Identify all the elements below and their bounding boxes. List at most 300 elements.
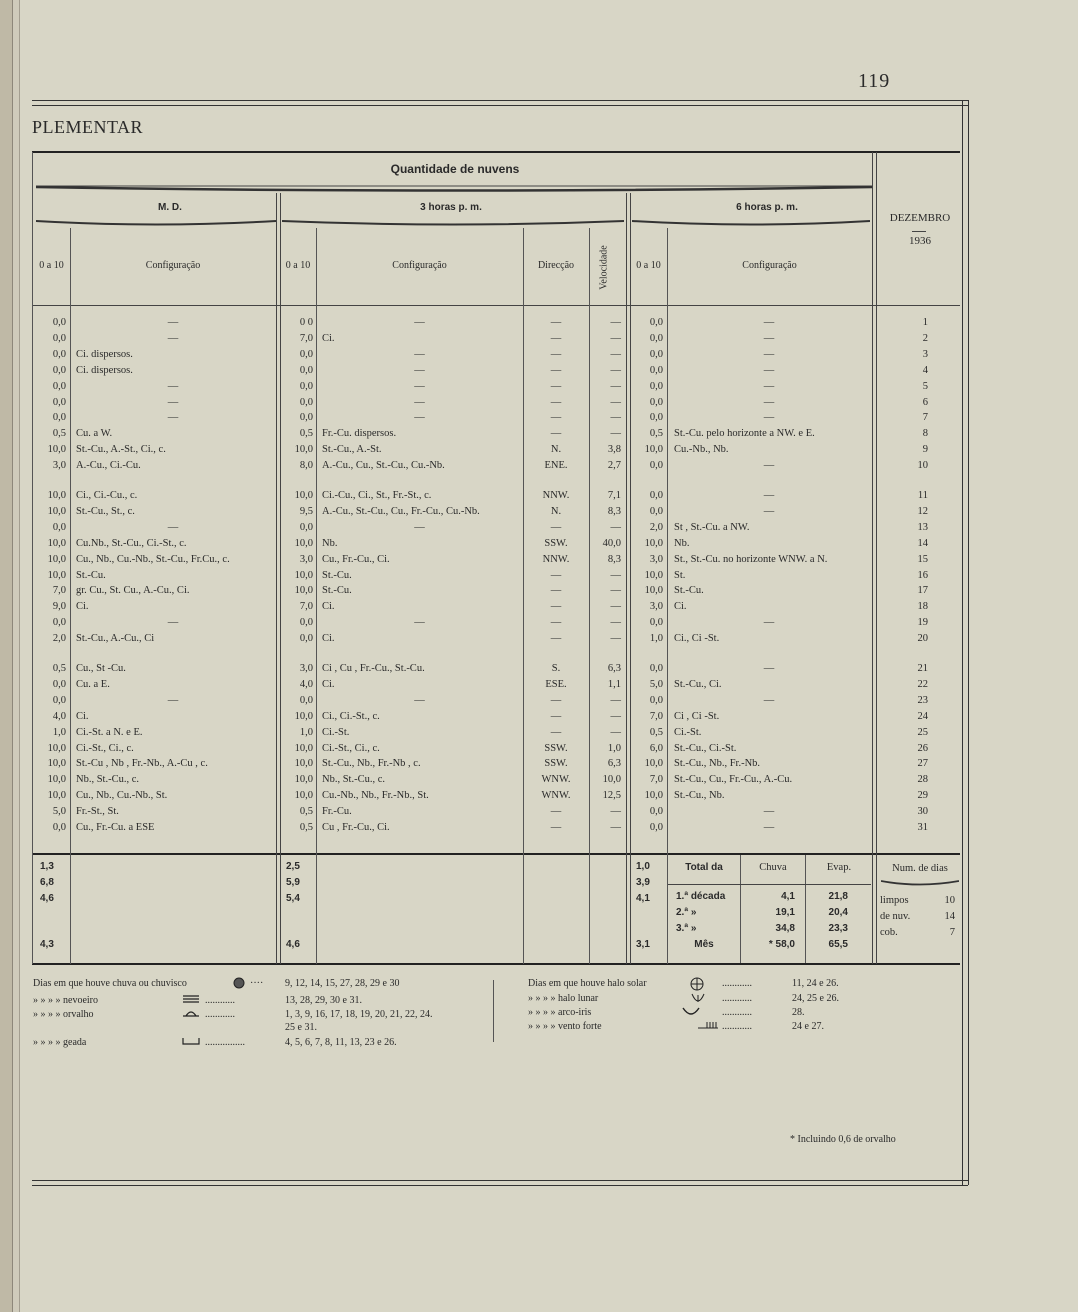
month-label: DEZEMBRO: [889, 212, 951, 224]
month-rule: [912, 231, 926, 232]
rain-symbol-icon: [232, 977, 246, 991]
totals-evap: 23,3: [828, 923, 848, 934]
h6-quantity: 0,0: [649, 490, 663, 501]
h6-configuration: —: [763, 380, 775, 392]
h6-quantity: 5,0: [649, 678, 663, 690]
wind-velocity: —: [610, 585, 621, 597]
md-quantity: 1,0: [52, 726, 66, 738]
h3-quantity: 10,0: [294, 537, 313, 549]
h3-configuration: —: [414, 617, 425, 629]
day-number: 24: [917, 710, 928, 722]
md-quantity: 3,0: [52, 460, 66, 472]
wind-velocity: —: [610, 633, 621, 645]
page-number: 119: [858, 70, 891, 92]
h6-configuration: —: [763, 663, 775, 674]
h6-configuration: Nb.: [674, 537, 690, 549]
day-number: 23: [917, 694, 928, 706]
footnote-label: » » » » arco-iris: [528, 1007, 592, 1018]
h3-configuration: —: [414, 412, 425, 424]
wind-direction: —: [550, 822, 562, 833]
h6-quantity: 7,0: [649, 774, 663, 786]
h3-configuration: St.-Cu.: [322, 585, 352, 597]
md-configuration: Ci., Ci.-Cu., c.: [76, 490, 138, 501]
h6-quantity: 0,0: [649, 663, 663, 674]
h3-configuration: Ci.: [322, 633, 335, 645]
wind-velocity: —: [610, 428, 621, 440]
h3-configuration: St.-Cu., A.-St.: [322, 444, 382, 456]
day-number: 27: [917, 758, 928, 770]
wind-direction: —: [550, 396, 562, 408]
direction-label: Direcção: [537, 260, 575, 271]
md-configuration: St.-Cu., A.-Cu., Ci: [76, 633, 155, 645]
h6-summary-value: 3,9: [636, 877, 650, 888]
h6-configuration: St , St.-Cu. a NW.: [674, 521, 750, 533]
scale-label: 0 a 10: [636, 260, 661, 271]
md-quantity: 0,0: [52, 617, 66, 629]
h3-quantity: 10,0: [294, 490, 313, 501]
totals-chuva: 19,1: [775, 907, 795, 918]
config-label: Configuração: [392, 260, 447, 271]
footnote-dots: ............: [722, 978, 752, 989]
h3-configuration: Fr.-Cu.: [322, 806, 352, 818]
frame-bottom-rule: [32, 1180, 968, 1186]
config-label: Configuração: [742, 260, 797, 271]
h3-quantity: 7,0: [299, 601, 313, 613]
wind-velocity: —: [610, 710, 621, 722]
wind-velocity: —: [610, 521, 621, 533]
h6-configuration: —: [763, 460, 775, 472]
md-configuration: Ci.: [76, 710, 89, 722]
wind-velocity: 1,1: [607, 678, 621, 690]
h3-quantity: 0,5: [299, 806, 313, 818]
md-quantity: 5,0: [52, 806, 66, 818]
rainbow-icon: [682, 1006, 700, 1020]
lunar-halo-icon: [690, 992, 706, 1006]
year-label: 1936: [909, 235, 931, 247]
wind-direction: —: [550, 412, 562, 424]
num-dias-value: 14: [944, 911, 955, 922]
h3-configuration: Cu., Fr.-Cu., Ci.: [322, 553, 390, 565]
md-quantity: 10,0: [47, 490, 66, 501]
scale-label: 0 a 10: [285, 260, 311, 271]
md-quantity: 2,0: [52, 633, 66, 645]
day-number: 17: [917, 585, 928, 597]
footnote-dots: ............: [205, 1009, 235, 1020]
md-quantity: 10,0: [47, 444, 66, 456]
footnote-value: 4, 5, 6, 7, 8, 11, 13, 23 e 26.: [285, 1037, 397, 1048]
footnote-dots: ............: [205, 995, 235, 1006]
config-label: Configuração: [145, 260, 201, 271]
h6-configuration: —: [763, 617, 775, 629]
col-divider: [872, 152, 877, 964]
num-dias-swash: [881, 878, 959, 888]
md-quantity: 10,0: [47, 505, 66, 517]
md-configuration: —: [167, 380, 179, 392]
h6-quantity: 1,0: [649, 633, 663, 645]
wind-direction: WNW.: [541, 774, 571, 786]
md-quantity: 0,0: [52, 694, 66, 706]
h6-quantity: 3,0: [649, 601, 663, 613]
h6-quantity: 10,0: [644, 790, 663, 802]
wind-direction: —: [550, 806, 562, 818]
h6-quantity: 0,0: [649, 694, 663, 706]
day-number: 22: [917, 678, 928, 690]
h6-configuration: St., St.-Cu. no horizonte WNW. a N.: [674, 553, 828, 565]
totals-chuva: 34,8: [775, 923, 795, 934]
wind-velocity: 6,3: [607, 758, 621, 770]
md-configuration: gr. Cu., St. Cu., A.-Cu., Ci.: [76, 585, 190, 597]
totals-label: 1.ª década: [676, 891, 726, 902]
h3-configuration: —: [414, 521, 425, 533]
frame-top-rule: [32, 100, 968, 106]
num-dias-label: limpos: [880, 895, 909, 906]
md-quantity: 7,0: [52, 585, 66, 597]
h3-configuration: —: [414, 317, 425, 328]
wind-direction: SSW.: [544, 537, 568, 549]
day-number: 26: [917, 742, 928, 754]
md-configuration: Ci.-St. a N. e E.: [76, 726, 143, 738]
group-6pm: 6 horas p. m.: [736, 202, 798, 213]
h6-configuration: St.-Cu.: [674, 585, 704, 597]
md-configuration: Ci.-St., Ci., c.: [76, 742, 134, 754]
wind-velocity: 8,3: [607, 505, 621, 517]
h3-summary-value: 2,5: [286, 861, 300, 872]
wind-direction: S.: [551, 663, 561, 674]
day-number: 5: [922, 380, 928, 392]
h6-configuration: —: [763, 317, 775, 328]
h3-configuration: —: [414, 694, 425, 706]
fog-symbol-icon: [182, 994, 200, 1008]
group-swash: [282, 218, 624, 228]
wind-velocity: —: [610, 601, 621, 613]
md-quantity: 4,0: [52, 710, 66, 722]
h3-quantity: 0 0: [299, 317, 313, 328]
num-dias-label: de nuv.: [880, 911, 911, 922]
totals-chuva: 4,1: [781, 891, 795, 902]
day-number: 10: [917, 460, 928, 472]
wind-velocity: —: [610, 317, 621, 328]
wind-direction: —: [550, 726, 562, 738]
h6-quantity: 6,0: [649, 742, 663, 754]
h6-quantity: 0,0: [649, 505, 663, 517]
h6-quantity: 10,0: [644, 569, 663, 581]
wind-direction: NNW.: [542, 490, 570, 501]
totals-chuva: * 58,0: [768, 939, 795, 950]
header-swash: [36, 180, 872, 194]
wind-velocity: —: [610, 396, 621, 408]
h3-quantity: 0,0: [299, 633, 313, 645]
day-number: 18: [917, 601, 928, 613]
day-number: 8: [922, 428, 928, 440]
md-quantity: 0,0: [52, 380, 66, 392]
h6-quantity: 7,0: [649, 710, 663, 722]
h6-configuration: —: [763, 332, 775, 344]
h3-configuration: Nb.: [322, 537, 338, 549]
h3-configuration: Cu.-Nb., Nb., Fr.-Nb., St.: [322, 790, 429, 802]
h6-summary-value: 1,0: [636, 861, 650, 872]
day-number: 12: [917, 505, 928, 517]
md-configuration: Ci. dispersos.: [76, 364, 133, 376]
h3-quantity: 0,0: [299, 364, 313, 376]
footnote-label: » » » » halo lunar: [528, 993, 599, 1004]
wind-direction: —: [550, 348, 562, 360]
totals-label: 2.ª »: [676, 907, 697, 918]
footnote-value: 24 e 27.: [792, 1021, 824, 1032]
h3-quantity: 3,0: [299, 663, 313, 674]
md-configuration: St.-Cu., A.-St., Ci., c.: [76, 444, 166, 456]
h3-quantity: 8,0: [299, 460, 313, 472]
page-edge: [13, 0, 20, 1312]
md-summary-value: 1,3: [40, 861, 54, 872]
wind-velocity: 6,3: [607, 663, 621, 674]
h3-configuration: A.-Cu., Cu., St.-Cu., Cu.-Nb.: [322, 460, 445, 472]
day-number: 13: [917, 521, 928, 533]
num-dias-label: cob.: [880, 927, 898, 938]
h3-configuration: Ci.-Cu., Ci., St., Fr.-St., c.: [322, 490, 432, 501]
h6-configuration: St.-Cu., Ci.-St.: [674, 742, 737, 754]
frost-symbol-icon: [182, 1036, 200, 1050]
h3-configuration: A.-Cu., St.-Cu., Cu., Fr.-Cu., Cu.-Nb.: [322, 505, 480, 517]
h6-quantity: 10,0: [644, 585, 663, 597]
md-configuration: Ci. dispersos.: [76, 348, 133, 360]
scale-label: 0 a 10: [39, 260, 64, 271]
h3-quantity: 0,0: [299, 396, 313, 408]
md-configuration: St.-Cu., St., c.: [76, 505, 135, 517]
day-number: 4: [922, 364, 928, 376]
wind-velocity: —: [610, 380, 621, 392]
h3-configuration: St.-Cu., Nb., Fr.-Nb , c.: [322, 758, 421, 770]
h6-configuration: St.-Cu. pelo horizonte a NW. e E.: [674, 428, 815, 440]
h6-quantity: 0,0: [649, 348, 663, 360]
wind-velocity: —: [610, 332, 621, 344]
totals-header-chuva: Chuva: [759, 862, 787, 873]
h3-quantity: 10,0: [294, 758, 313, 770]
md-quantity: 10,0: [47, 553, 66, 565]
md-configuration: Cu., St -Cu.: [76, 663, 126, 674]
h6-configuration: St.-Cu., Ci.: [674, 678, 722, 690]
footnote-value: 24, 25 e 26.: [792, 993, 839, 1004]
h3-configuration: —: [414, 396, 425, 408]
md-quantity: 9,0: [52, 601, 66, 613]
header-bottom-rule: [32, 305, 960, 306]
table-top-rule: [32, 151, 960, 153]
h3-quantity: 3,0: [299, 553, 313, 565]
md-configuration: —: [167, 617, 179, 629]
wind-velocity: —: [610, 806, 621, 818]
footnote-label: Dias em que houve chuva ou chuvisco: [33, 978, 187, 989]
totals-evap: 65,5: [828, 939, 848, 950]
md-quantity: 0,0: [52, 412, 66, 424]
totals-label: Mês: [694, 939, 714, 950]
wind-direction: N.: [550, 444, 562, 456]
wind-direction: NNW.: [542, 553, 570, 565]
h6-quantity: 0,0: [649, 396, 663, 408]
wind-velocity: 3,8: [607, 444, 621, 456]
strong-wind-icon: [697, 1020, 719, 1034]
group-3pm: 3 horas p. m.: [420, 202, 482, 213]
num-dias-header: Num. de dias: [892, 863, 948, 874]
h3-quantity: 10,0: [294, 710, 313, 722]
wind-velocity: —: [610, 364, 621, 376]
h6-quantity: 2,0: [649, 521, 663, 533]
h6-configuration: St.-Cu., Nb.: [674, 790, 725, 802]
h3-quantity: 0,0: [299, 694, 313, 706]
wind-direction: —: [550, 601, 562, 613]
h3-configuration: Ci.: [322, 601, 335, 613]
h3-quantity: 10,0: [294, 444, 313, 456]
wind-direction: —: [550, 585, 562, 597]
h3-quantity: 10,0: [294, 790, 313, 802]
h3-configuration: Fr.-Cu. dispersos.: [322, 428, 397, 440]
md-configuration: —: [167, 332, 179, 344]
day-number: 2: [922, 332, 928, 344]
md-configuration: Nb., St.-Cu., c.: [76, 774, 139, 786]
h6-configuration: St.-Cu., Cu., Fr.-Cu., A.-Cu.: [674, 774, 793, 786]
footnote-label: » » » » nevoeiro: [33, 995, 98, 1006]
h6-quantity: 10,0: [644, 444, 663, 456]
h3-configuration: —: [414, 380, 425, 392]
wind-velocity: —: [610, 412, 621, 424]
h6-quantity: 0,0: [649, 317, 663, 328]
wind-velocity: —: [610, 569, 621, 581]
h3-summary-value: 5,4: [286, 893, 300, 904]
md-summary-value: 6,8: [40, 877, 54, 888]
footnote-value: 25 e 31.: [285, 1022, 317, 1033]
md-quantity: 10,0: [47, 742, 66, 754]
summary-bottom-rule: [32, 963, 960, 965]
h6-quantity: 0,0: [649, 332, 663, 344]
day-number: 28: [917, 774, 928, 786]
wind-direction: ENE.: [544, 460, 568, 472]
h6-quantity: 0,0: [649, 380, 663, 392]
day-number: 19: [917, 617, 928, 629]
wind-direction: SSW.: [544, 742, 568, 754]
h3-quantity: 0,0: [299, 521, 313, 533]
wind-direction: —: [550, 710, 562, 722]
summary-top-rule: [32, 853, 960, 855]
footnote-dots: ............: [722, 993, 752, 1004]
wind-direction: —: [550, 617, 562, 629]
group-md: M. D.: [158, 202, 182, 213]
h3-configuration: Ci.-St., Ci., c.: [322, 742, 380, 754]
footnote-value: 28.: [792, 1007, 805, 1018]
h3-quantity: 0,0: [299, 617, 313, 629]
wind-velocity: —: [610, 617, 621, 629]
wind-velocity: 12,5: [602, 790, 621, 802]
wind-direction: N.: [550, 505, 562, 517]
day-number: 14: [917, 537, 928, 549]
totals-evap: 21,8: [828, 891, 848, 902]
h3-quantity: 10,0: [294, 774, 313, 786]
h3-configuration: Nb., St.-Cu., c.: [322, 774, 385, 786]
h6-quantity: 0,5: [649, 428, 663, 440]
wind-velocity: 1,0: [607, 742, 621, 754]
h6-configuration: —: [763, 806, 775, 818]
md-quantity: 0,5: [52, 428, 66, 440]
wind-direction: —: [550, 521, 562, 533]
footnote-dots: ............: [722, 1021, 752, 1032]
h3-summary-value: 5,9: [286, 877, 300, 888]
h3-quantity: 0,0: [299, 380, 313, 392]
wind-direction: —: [550, 317, 562, 328]
h3-configuration: Ci.: [322, 332, 335, 344]
md-configuration: Ci.: [76, 601, 89, 613]
h6-quantity: 10,0: [644, 537, 663, 549]
h6-configuration: —: [763, 396, 775, 408]
day-number: 30: [917, 806, 928, 818]
md-configuration: —: [167, 521, 179, 533]
main-header: Quantidade de nuvens: [390, 162, 520, 176]
day-number: 6: [922, 396, 928, 408]
h3-quantity: 9,5: [299, 505, 313, 517]
footnote-label: » » » » vento forte: [528, 1021, 602, 1032]
md-quantity: 10,0: [47, 758, 66, 770]
day-number: 21: [917, 663, 928, 674]
wind-direction: ESE.: [545, 678, 567, 690]
h6-configuration: St.: [674, 569, 686, 581]
md-quantity: 0,0: [52, 317, 66, 328]
wind-direction: WNW.: [541, 790, 571, 802]
num-dias-value: 10: [944, 895, 955, 906]
md-configuration: Cu., Nb., Cu.-Nb., St.-Cu., Fr.Cu., c.: [76, 553, 230, 565]
h6-configuration: —: [763, 694, 775, 706]
md-configuration: Fr.-St., St.: [76, 806, 119, 818]
group-swash: [36, 218, 276, 228]
wind-velocity: —: [610, 348, 621, 360]
totals-header-rule: [668, 884, 871, 885]
md-configuration: Cu., Nb., Cu.-Nb., St.: [76, 790, 168, 802]
md-configuration: Cu.Nb., St.-Cu., Ci.-St., c.: [76, 537, 187, 549]
col-divider: [70, 228, 71, 964]
h6-configuration: Ci.: [674, 601, 687, 613]
group-swash: [632, 218, 870, 228]
num-dias-value: 7: [949, 927, 955, 938]
wind-velocity: 8,3: [607, 553, 621, 565]
footnote-value: 1, 3, 9, 16, 17, 18, 19, 20, 21, 22, 24.: [285, 1009, 433, 1020]
footnote-dots: ····: [250, 978, 264, 989]
h6-quantity: 3,0: [649, 553, 663, 565]
h6-quantity: 0,0: [649, 822, 663, 833]
velocity-label: Velocidade: [598, 245, 610, 290]
h6-configuration: Ci , Ci -St.: [674, 710, 720, 722]
totals-label: 3.ª »: [676, 923, 697, 934]
wind-direction: —: [550, 332, 562, 344]
md-quantity: 10,0: [47, 569, 66, 581]
h3-configuration: Cu , Fr.-Cu., Ci.: [322, 822, 390, 833]
day-number: 11: [917, 490, 928, 501]
md-configuration: Cu., Fr.-Cu. a ESE: [76, 822, 155, 833]
md-quantity: 0,5: [52, 663, 66, 674]
day-number: 1: [922, 317, 928, 328]
wind-velocity: 2,7: [607, 460, 621, 472]
wind-direction: —: [550, 569, 562, 581]
dew-symbol-icon: [182, 1008, 200, 1022]
footnote-value: 9, 12, 14, 15, 27, 28, 29 e 30: [285, 978, 400, 989]
h6-configuration: Ci., Ci -St.: [674, 633, 720, 645]
wind-velocity: —: [610, 694, 621, 706]
h3-configuration: —: [414, 348, 425, 360]
wind-direction: —: [550, 380, 562, 392]
totals-header-total: Total da: [685, 862, 723, 873]
md-configuration: —: [167, 412, 179, 424]
day-number: 7: [922, 412, 928, 424]
col-divider: [316, 228, 317, 964]
day-number: 29: [917, 790, 928, 802]
wind-velocity: 40,0: [602, 537, 621, 549]
h3-configuration: St.-Cu.: [322, 569, 352, 581]
h6-quantity: 0,5: [649, 726, 663, 738]
footnote-value: 11, 24 e 26.: [792, 978, 839, 989]
